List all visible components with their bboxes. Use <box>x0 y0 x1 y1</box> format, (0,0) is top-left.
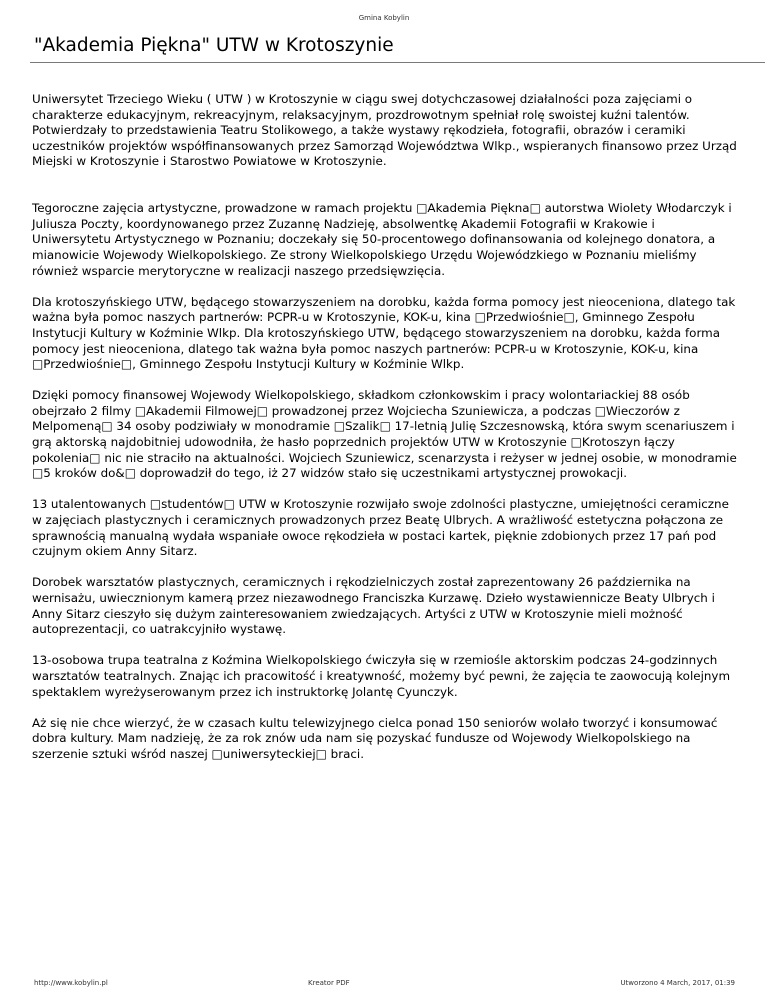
footer-created-date: Utworzono 4 March, 2017, 01:39 <box>620 979 735 987</box>
paragraph-art-classes: 13 utalentowanych □studentów□ UTW w Krotoszynie rozwijało swoje zdolności plastyczne, umiejętności ceramiczne w zajęciach plastycznych i ceramicznych prowadzonych przez Beatę Ulbrych. A wrażliwość estetyczna połączona ze sprawnością manualną wydała wspaniałe owoce rękodzieła w postaci kartek, pięknie zdobionych przez 17 pań pod czujnym okiem Anny Sitarz. <box>32 497 729 559</box>
footer-generator: Kreator PDF <box>308 979 350 987</box>
paragraph-closing: Aż się nie chce wierzyć, że w czasach kultu telewizyjnego cielca ponad 150 seniorów wolało tworzyć i konsumować dobra kultury. Mam nadzieję, że za rok znów uda nam się pozyskać fundusze od Wojewody Wielkopolskiego na szerzenie sztuki wśród naszej □uniwersyteckiej□ braci. <box>32 715 718 761</box>
footer-url: http://www.kobylin.pl <box>34 979 108 987</box>
page-header-site: Gmina Kobylin <box>358 14 410 22</box>
paragraph-intro: Uniwersytet Trzeciego Wieku ( UTW ) w Krotoszynie w ciągu swej dotychczasowej działalności poza zajęciami o charakterze edukacyjnym, rekreacyjnym, relaksacyjnym, prozdrowotnym spełniał rolę swoistej kuźni talentów. Potwierdzały to przedstawienia Teatru Stolikowego, a także wystawy rękodzieła, fotografii, obrazów i ceramiki uczestników projektów współfinansowanych przez Samorząd Województwa Wlkp., wspieranych finansowo przez Urząd Miejski w Krotoszynie i Starostwo Powiatowe w Krotoszynie. <box>32 92 737 169</box>
paragraph-exhibition: Dorobek warsztatów plastycznych, ceramicznych i rękodzielniczych został zaprezentowany 26 października na wernisażu, uwiecznionym kamerą przez niezawodnego Franciszka Kurzawę. Dzieło wystawiennicze Beaty Ulbrych i Anny Sitarz cieszyło się dużym zainteresowaniem zwiedzających. Artyści z UTW w Krotoszynie mieli możność autoprezentacji, co uatrakcyjniło wystawę. <box>32 575 715 637</box>
page-footer <box>32 979 737 989</box>
paragraph-theatre-workshop: 13-osobowa trupa teatralna z Koźmina Wielkopolskiego ćwiczyła się w rzemiośle aktorskim podczas 24-godzinnych warsztatów teatralnych. Znając ich pracowitość i kreatywność, możemy być pewni, że zajęcia te zaowocują kolejnym spektaklem wyreżyserowanym przez ich instruktorkę Jolantę Cyunczyk. <box>32 653 731 699</box>
title-block <box>32 28 737 63</box>
title-divider <box>30 62 765 63</box>
article-body <box>32 92 737 778</box>
article-title: "Akademia Piękna" UTW w Krotoszynie <box>34 35 394 56</box>
paragraph-partners: Dla krotoszyńskiego UTW, będącego stowarzyszeniem na dorobku, każda forma pomocy jest nieoceniona, dlatego tak ważna była pomoc naszych partnerów: PCPR-u w Krotoszynie, KOK-u, kina □Przedwiośnie□, Gminnego Zespołu Instytucji Kultury w Koźminie Wlkp. Dla krotoszyńskiego UTW, będącego stowarzyszeniem na dorobku, każda forma pomocy jest nieoceniona, dlatego tak ważna była pomoc naszych partnerów: PCPR-u w Krotoszynie, KOK-u, kina □Przedwiośnie□, Gminnego Zespołu Instytucji Kultury w Koźminie Wlkp. <box>32 294 736 372</box>
paragraph-project: Tegoroczne zajęcia artystyczne, prowadzone w ramach projektu □Akademia Piękna□ autorstwa Wiolety Włodarczyk i Juliusza Poczty, koordynowanego przez Zuzannę Nadzieję, absolwentkę Akademii Fotografii w Krakowie i Uniwersytetu Artystycznego w Poznaniu; doczekały się 50-procentowego dofinansowania od kolejnego donatora, a mianowicie Wojewody Wielkopolskiego. Ze strony Wielkopolskiego Urzędu Wojewódzkiego w Poznaniu mieliśmy również wsparcie merytoryczne w realizacji naszego przedsięwzięcia. <box>32 201 732 278</box>
paragraph-film-theatre: Dzięki pomocy finansowej Wojewody Wielkopolskiego, składkom członkowskim i pracy wolontariackiej 88 osób obejrzało 2 filmy □Akademii Filmowej□ prowadzonej przez Wojciecha Szuniewicza, a podczas □Wieczorów z Melpomeną□ 34 osoby podziwiały w monodramie □Szalik□ 17-letnią Julię Szczesnowską, która swym scenariuszem i grą aktorską najdobitniej udowodniła, że hasło poprzednich projektów UTW w Krotoszynie □Krotoszyn łączy pokolenia□ nic nie straciło na aktualności. Wojciech Szuniewicz, scenarzysta i reżyser w jednej osobie, w monodramie □5 kroków do&□ doprowadził do tego, iż 27 widzów stało się uczestnikami artystycznej prowokacji. <box>32 388 737 481</box>
